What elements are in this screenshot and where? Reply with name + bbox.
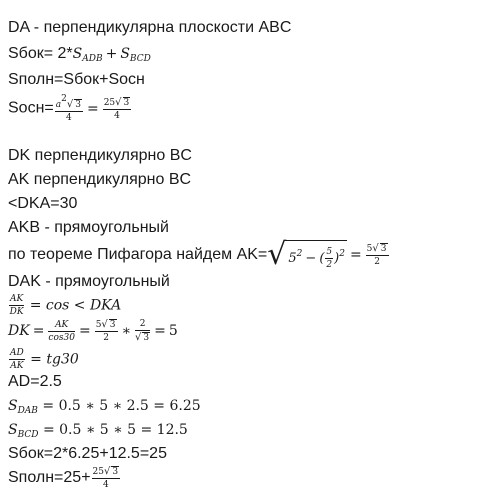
- fraction-5-sqrt3-over-2: [366, 243, 389, 267]
- equals-sign: =: [78, 323, 91, 339]
- radical-sign: √: [267, 237, 287, 272]
- numerator-coef: 5: [366, 244, 373, 254]
- equals-sign: =: [154, 323, 166, 339]
- fraction-ad-over-ak: [9, 348, 25, 371]
- line-text: AD=2.5: [8, 373, 62, 390]
- line-sbok-result: [8, 444, 167, 464]
- numerator: AK: [10, 294, 24, 304]
- line-text: AK перпендикулярно BC: [8, 171, 192, 188]
- math-s-adb: [73, 46, 151, 62]
- line-ad-value: [8, 372, 62, 392]
- exponent: 2: [61, 94, 67, 104]
- line-tg-ratio: [8, 348, 79, 371]
- area-calc: = 0.5 ∗ 5 ∗ 2.5 = 6.25: [42, 398, 201, 414]
- subscript: ADB: [82, 54, 103, 64]
- line-dk-perpendicular: [8, 146, 192, 166]
- line-prefix: по теореме Пифагора найдем AK=: [8, 246, 268, 264]
- line-pythagoras: [8, 237, 390, 272]
- line-sbok-formula: [8, 44, 151, 69]
- line-prefix: Sполн=25+: [8, 469, 91, 487]
- dk-symbol: DK: [8, 323, 30, 339]
- square-root-expression: √ $5^2$ − ( $\frac{5}{2}$ )$^2$: [267, 237, 345, 272]
- s-symbol: S: [8, 398, 18, 414]
- radicand: 3: [380, 244, 387, 254]
- denominator: 4: [114, 110, 120, 121]
- line-akb-right: [8, 218, 169, 238]
- line-da-perpendicular: [8, 18, 291, 38]
- denominator: DK: [9, 307, 24, 317]
- numerator-coef: 25: [103, 97, 116, 108]
- line-dk-calc: [8, 319, 178, 343]
- fraction-25-sqrt3-over-4: [92, 466, 121, 490]
- denominator: 2: [374, 257, 380, 267]
- numerator: AK: [48, 320, 75, 332]
- line-spoln-result: [8, 466, 121, 490]
- line-text: DA - перпендикулярна плоскости ABC: [8, 19, 292, 36]
- line-ak-perpendicular: [8, 170, 191, 190]
- equals-sign: =: [349, 247, 362, 264]
- radicand: 3: [75, 100, 81, 110]
- radical-sign: √: [101, 319, 108, 330]
- radical-sign: √: [372, 243, 379, 254]
- s-symbol: S: [8, 422, 18, 438]
- radicand: 3: [123, 97, 130, 108]
- line-text: Sполн=Sбок+Sосн: [8, 71, 145, 88]
- subscript: BCD: [129, 54, 151, 64]
- radicand: 3: [143, 333, 150, 343]
- cos-expression: = cos < DKA: [29, 297, 122, 314]
- base-five: 5: [288, 251, 297, 266]
- subscript: DAB: [17, 406, 38, 416]
- numerator: 2: [135, 319, 150, 331]
- line-prefix: Sосн=: [8, 99, 54, 117]
- s-symbol: S: [120, 46, 130, 62]
- numerator-coef: 25: [92, 467, 104, 477]
- minus-operator: −: [305, 251, 317, 266]
- tg-expression: = tg30: [30, 351, 79, 368]
- numerator-a: a: [55, 100, 62, 110]
- equals-sign: =: [32, 323, 45, 339]
- line-text: DK перпендикулярно BC: [8, 147, 192, 164]
- s-symbol: S: [72, 46, 83, 62]
- denominator: 4: [65, 113, 72, 123]
- radical-sign: √: [135, 332, 142, 343]
- plus-operator: +: [105, 46, 118, 62]
- subscript: BCD: [17, 430, 39, 440]
- fraction-ak-over-cos30: [48, 320, 75, 343]
- radical-sign: √: [115, 96, 122, 108]
- multiply-operator: ∗: [121, 323, 132, 339]
- line-text: Sбок=2*6.25+12.5=25: [8, 445, 167, 462]
- exponent: 2: [296, 249, 303, 259]
- fraction-ak-over-dk: [9, 294, 24, 317]
- line-s-dab: [8, 396, 201, 421]
- radicand: 3: [109, 320, 116, 330]
- line-angle-dka: [8, 194, 77, 214]
- numerator: 5: [326, 247, 333, 257]
- exponent: 2: [339, 249, 345, 259]
- denominator: cos30: [48, 332, 75, 343]
- denominator: 2: [103, 333, 109, 343]
- line-text: AKB - прямоугольный: [8, 219, 169, 236]
- denominator: 2: [326, 260, 333, 270]
- denominator: AK: [10, 361, 24, 371]
- radical-sign: √: [66, 99, 74, 110]
- line-text: DAK - прямоугольный: [8, 273, 170, 290]
- numerator-coef: 5: [95, 320, 102, 330]
- denominator: 4: [102, 480, 109, 490]
- numerator: AD: [10, 348, 24, 358]
- result-value: 5: [168, 323, 178, 339]
- fraction-2-over-sqrt3: [135, 319, 150, 343]
- fraction-5-over-2: [325, 247, 333, 270]
- radical-sign: √: [104, 466, 111, 477]
- line-cos-ratio: [8, 294, 121, 317]
- fraction-5-sqrt3-over-2: [95, 319, 118, 343]
- line-spoln-formula: [8, 70, 145, 90]
- area-calc: = 0.5 ∗ 5 ∗ 5 = 12.5: [42, 422, 188, 438]
- equals-sign: =: [86, 100, 99, 117]
- line-s-bcd: [8, 420, 188, 445]
- fraction-a2-sqrt3-over-4: [55, 94, 83, 123]
- line-dak-right: [8, 272, 170, 292]
- line-prefix: Sбок= 2*: [8, 45, 73, 62]
- fraction-25-sqrt3-over-4: [103, 97, 132, 121]
- line-sosn-formula: [8, 94, 132, 123]
- line-text: <DKA=30: [8, 195, 78, 212]
- radicand: 3: [112, 467, 119, 477]
